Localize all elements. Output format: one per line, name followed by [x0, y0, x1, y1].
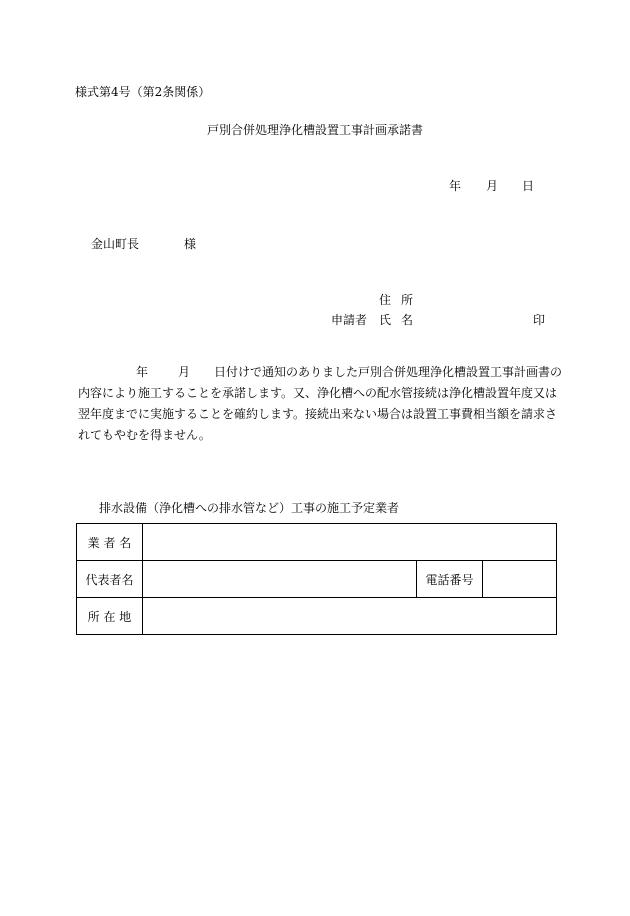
body-year: 年	[136, 365, 149, 379]
table-row-company	[77, 524, 556, 561]
representative-field[interactable]	[143, 561, 416, 597]
table-row-location	[77, 598, 556, 634]
body-month: 月	[178, 365, 191, 379]
body-line-1	[78, 362, 563, 383]
address-label: 住所	[379, 293, 424, 307]
body-line-4: れてもやむを得ません。	[78, 428, 211, 442]
form-number: 様式第4号（第2条関係）	[75, 85, 211, 99]
date-day-label: 日	[522, 179, 535, 193]
recipient-name: 金山町長	[91, 237, 140, 251]
contractor-heading: 排水設備（浄化槽への排水管など）工事の施工予定業者	[99, 501, 400, 515]
location-label: 所 在 地	[77, 598, 143, 634]
body-line-3: 翌年度までに実施することを確約します。接続出来ない場合は設置工事費相当額を請求さ	[78, 407, 558, 421]
body-line-2: 内容により施工することを承諾します。又、浄化槽への配水管接続は浄化槽設置年度又は	[78, 386, 558, 400]
seal-label: 印	[533, 313, 546, 327]
consent-body-text	[78, 362, 563, 446]
location-field[interactable]	[143, 598, 556, 634]
phone-number-field[interactable]	[483, 561, 556, 597]
phone-number-label: 電話番号	[416, 561, 483, 597]
recipient-honorific: 様	[184, 237, 197, 251]
body-line-1-rest: 日付けで通知のありました戸別合併処理浄化槽設置工事計画書の	[214, 365, 563, 379]
representative-label: 代表者名	[77, 561, 143, 597]
applicant-label: 申請者	[331, 313, 368, 327]
date-month-label: 月	[486, 179, 499, 193]
company-name-field[interactable]	[143, 524, 556, 560]
document-title: 戸別合併処理浄化槽設置工事計画承諾書	[207, 123, 424, 137]
date-year-label: 年	[449, 179, 462, 193]
contractor-table	[76, 523, 557, 635]
company-name-label: 業 者 名	[77, 524, 143, 560]
name-label: 氏名	[379, 313, 424, 327]
table-row-representative	[77, 561, 556, 598]
